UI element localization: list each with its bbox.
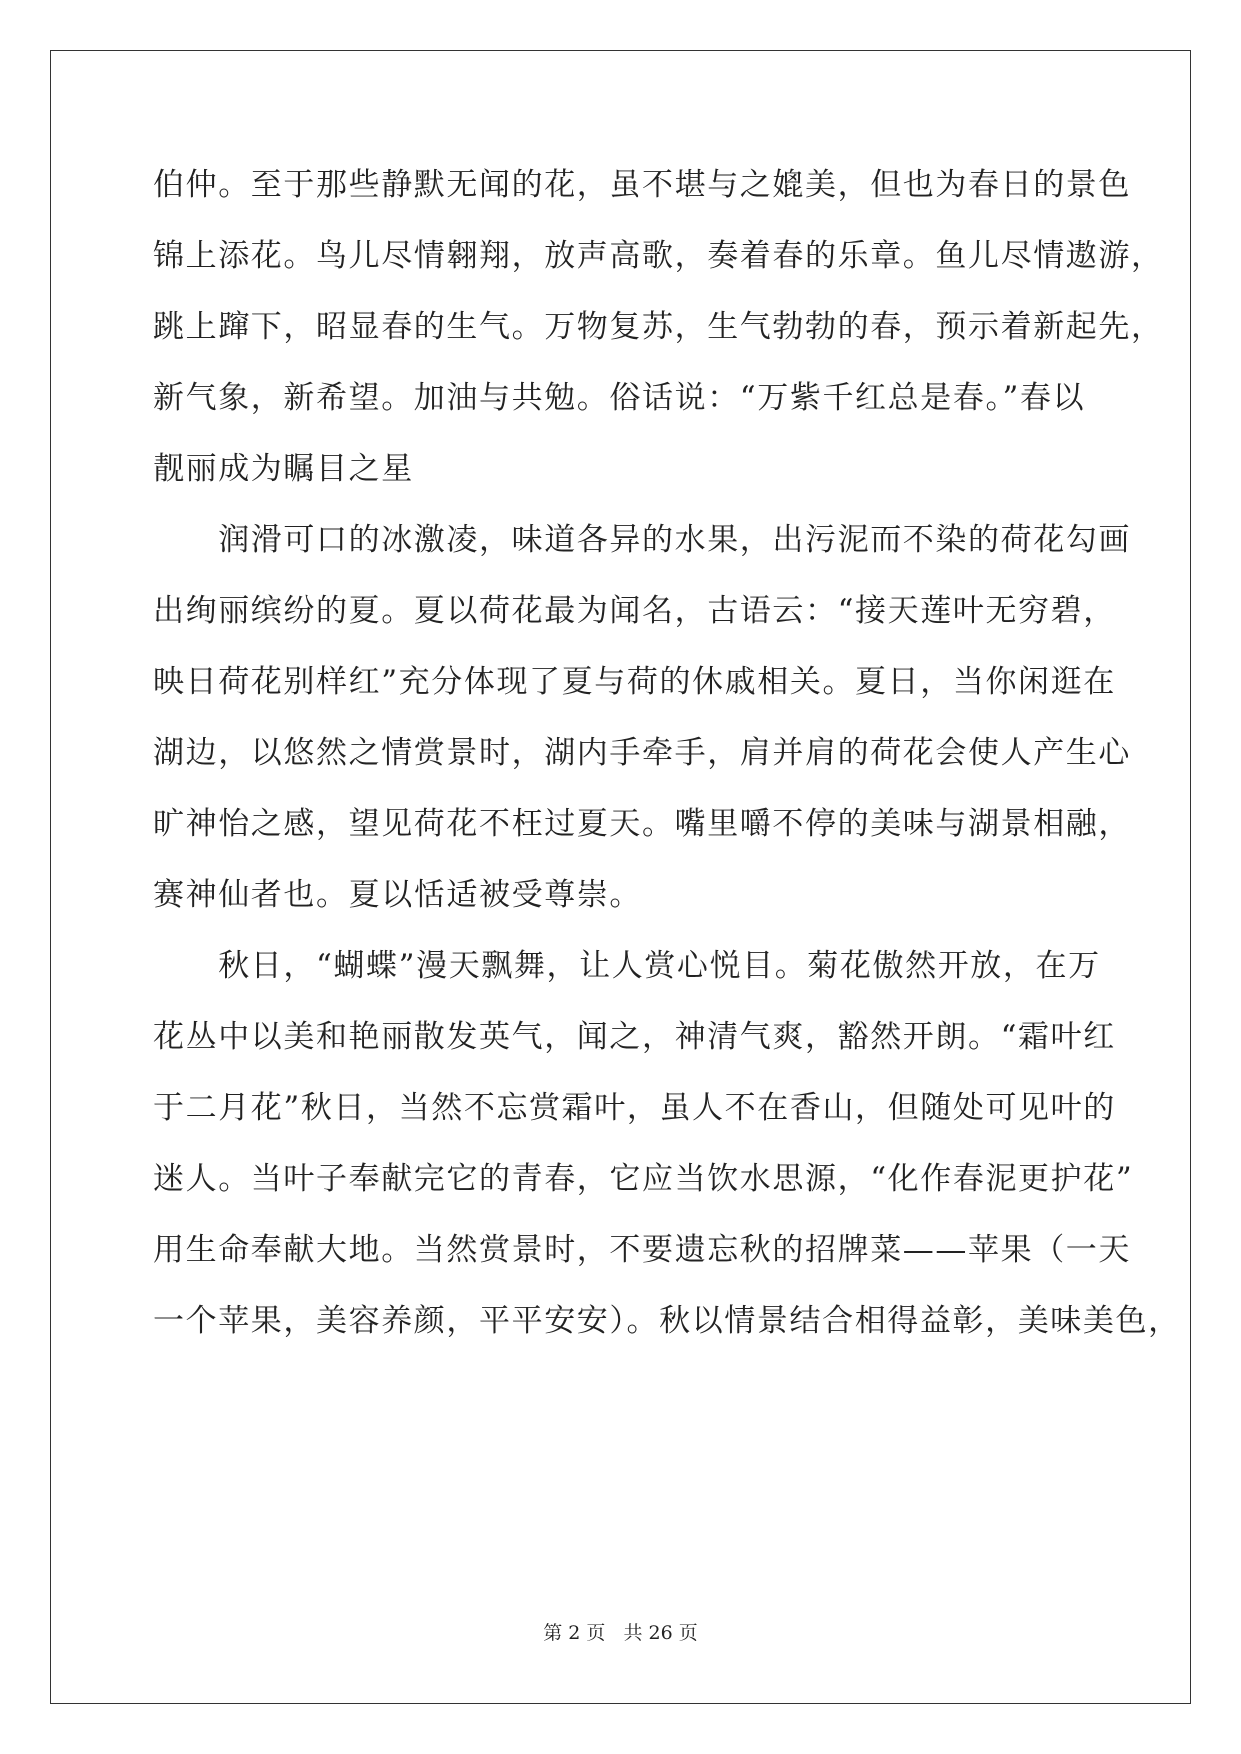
text-line: 靓丽成为瞩目之星 (153, 451, 414, 487)
page-number: 第 2 页 (543, 1622, 606, 1644)
text-line: 旷神怡之感，望见荷花不枉过夏天。嘴里嚼不停的美味与湖景相融， (153, 806, 1131, 842)
page-total: 共 26 页 (623, 1622, 698, 1644)
text-line: 花丛中以美和艳丽散发英气，闻之，神清气爽，豁然开朗。“霜叶红 (153, 1019, 1116, 1055)
text-line: 用生命奉献大地。当然赏景时，不要遗忘秋的招牌菜——苹果（一天 (153, 1232, 1131, 1268)
text-line: 新气象，新希望。加油与共勉。俗话说：“万紫千红总是春。”春以 (153, 380, 1086, 416)
text-line: 于二月花”秋日，当然不忘赏霜叶，虽人不在香山，但随处可见叶的 (153, 1090, 1116, 1126)
page-footer (0, 1618, 1241, 1645)
text-line: 映日荷花别样红”充分体现了夏与荷的休戚相关。夏日，当你闲逛在 (153, 664, 1116, 700)
text-line: 迷人。当叶子奉献完它的青春，它应当饮水思源，“化作春泥更护花” (153, 1161, 1134, 1197)
text-line: 锦上添花。鸟儿尽情翱翔，放声高歌，奏着春的乐章。鱼儿尽情遨游， (153, 238, 1164, 274)
text-line: 秋日，“蝴蝶”漫天飘舞，让人赏心悦目。菊花傲然开放，在万 (153, 948, 1101, 984)
text-line: 跳上蹿下，昭显春的生气。万物复苏，生气勃勃的春，预示着新起先， (153, 309, 1164, 345)
text-line: 伯仲。至于那些静默无闻的花，虽不堪与之媲美，但也为春日的景色 (153, 167, 1131, 203)
text-line: 赛神仙者也。夏以恬适被受尊崇。 (153, 877, 642, 913)
text-line: 湖边，以悠然之情赏景时，湖内手牵手，肩并肩的荷花会使人产生心 (153, 735, 1131, 771)
text-line: 出绚丽缤纷的夏。夏以荷花最为闻名，古语云：“接天莲叶无穷碧， (153, 593, 1116, 629)
text-line: 一个苹果，美容养颜，平平安安）。秋以情景结合相得益彰，美味美色， (153, 1303, 1181, 1339)
document-body (153, 162, 1181, 1369)
text-line: 润滑可口的冰激凌，味道各异的水果，出污泥而不染的荷花勾画 (153, 522, 1131, 558)
